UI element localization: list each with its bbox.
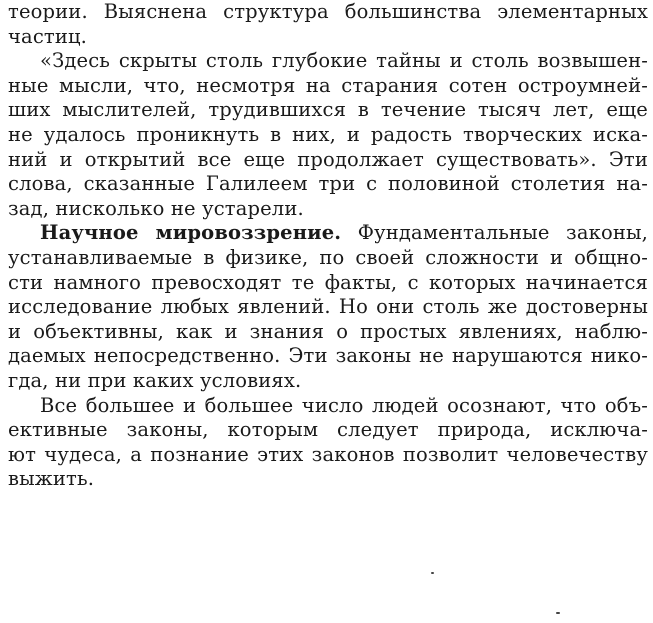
paragraph-3 (8, 221, 648, 393)
paragraph-heading: Научное мировоззрение. (40, 221, 342, 245)
document-body (8, 0, 648, 492)
text-line: «Здесь скрыты столь глубокие тайны и столь возвышен- (40, 49, 648, 73)
text-line: выжить. (8, 467, 95, 491)
scan-speck (431, 572, 434, 574)
text-line: Все большее и большее число людей осознают, что объ- (40, 393, 648, 417)
text-line: сти намного превосходят те факты, с которых начинается (8, 270, 648, 294)
scan-speck (556, 612, 560, 614)
text-line: даемых непосредственно. Эти законы не нарушаются нико- (8, 344, 648, 368)
text-line: ные мысли, что, несмотря на старания сотен остроумней- (8, 73, 648, 97)
text-fragment: Фундаментальные законы, (341, 221, 648, 245)
text-line: исследование любых явлений. Но они столь же достоверны (8, 295, 648, 319)
paragraph-1 (8, 0, 648, 49)
text-line: гда, ни при каких условиях. (8, 368, 302, 392)
paragraph-2-quote (8, 49, 648, 221)
paragraph-4 (8, 394, 648, 492)
text-line: ют чудеса, а познание этих законов позволит человечеству (8, 442, 648, 466)
text-line: частиц. (8, 24, 88, 48)
text-line: ших мыслителей, трудившихся в течение тысяч лет, еще (8, 98, 648, 122)
text-line (8, 221, 648, 246)
text-line: и объективны, как и знания о простых явлениях, наблю- (8, 319, 648, 343)
text-line: не удалось проникнуть в них, и радость творческих иска- (8, 122, 648, 146)
text-line: слова, сказанные Галилеем три с половиной столетия на- (8, 172, 648, 196)
text-line: ний и открытий все еще продолжает существовать». Эти (8, 147, 648, 171)
text-line: ективные законы, которым следует природа, исключа- (8, 418, 648, 442)
text-line: зад, нисколько не устарели. (8, 196, 304, 220)
text-line: теории. Выяснена структура большинства элементарных (8, 0, 648, 23)
text-line: устанавливаемые в физике, по своей сложности и общно- (8, 245, 648, 269)
